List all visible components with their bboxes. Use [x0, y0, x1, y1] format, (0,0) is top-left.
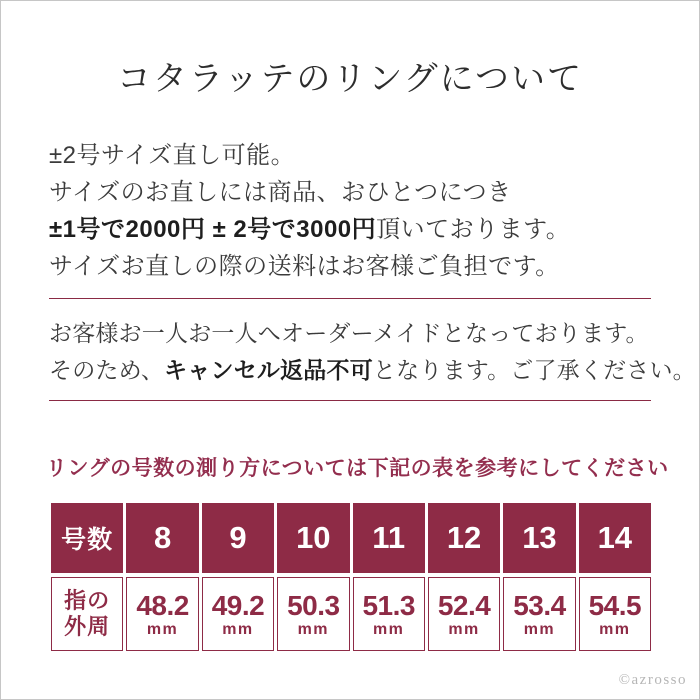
- table-header-cell: 11: [353, 503, 425, 573]
- table-header-label-cell: 号数: [51, 503, 123, 573]
- table-value-cell: 50.3 mm: [277, 577, 349, 651]
- unit-label: mm: [372, 620, 405, 638]
- copyright-watermark: ©azrosso: [618, 672, 687, 688]
- table-value-cell: 49.2 mm: [202, 577, 274, 651]
- order-note-line2: [49, 352, 696, 389]
- row-label-line1: 指の: [64, 588, 111, 613]
- unit-label: mm: [222, 620, 254, 638]
- order-note-line1: お客様お一人お一人へオーダーメイドとなっております。: [49, 320, 649, 346]
- size-note-line4: サイズお直しの際の送料はお客様ご負担です。: [49, 253, 560, 280]
- no-cancel-bold-text: キャンセル返品不可: [164, 357, 373, 383]
- size-table-note: リングの号数の測り方については下記の表を参考にしてください: [46, 457, 669, 480]
- order-made-notes: [49, 315, 696, 389]
- unit-label: mm: [448, 620, 480, 638]
- size-fee-bold-text: ±1号で2000円 ± 2号で3000円: [49, 216, 377, 243]
- size-note-line2: サイズのお直しには商品、おひとつにつき: [49, 179, 512, 206]
- ring-size-table: [51, 503, 651, 651]
- table-header-cell: 10: [277, 503, 349, 573]
- size-note-line3: [49, 211, 669, 248]
- unit-label: mm: [523, 620, 556, 638]
- table-value-cell: 52.4 mm: [428, 577, 500, 651]
- table-header-cell: 13: [503, 503, 575, 573]
- table-header-row: [51, 503, 651, 573]
- page-title: コタラッテのリングについて: [117, 61, 583, 98]
- table-header-cell: 14: [579, 503, 651, 573]
- order-note-post-text: となります。ご了承ください。: [372, 357, 696, 383]
- divider-top: [49, 298, 651, 299]
- unit-label: mm: [146, 620, 179, 638]
- table-row-label-cell: [51, 577, 123, 651]
- table-value-cell: 48.2 mm: [126, 577, 198, 651]
- size-note-line1: ±2号サイズ直し可能。: [49, 142, 296, 169]
- table-value-cell: 53.4 mm: [503, 577, 575, 651]
- size-adjustment-notes: [49, 137, 669, 285]
- table-value-cell: 51.3 mm: [353, 577, 425, 651]
- divider-bottom: [49, 400, 651, 401]
- unit-label: mm: [297, 620, 330, 638]
- unit-label: mm: [599, 620, 631, 638]
- table-value-row: [51, 577, 651, 651]
- order-note-pre-text: そのため、: [49, 357, 165, 383]
- table-header-cell: 9: [202, 503, 274, 573]
- row-label-line2: 外周: [64, 614, 111, 639]
- table-header-cell: 12: [428, 503, 500, 573]
- table-header-cell: 8: [126, 503, 198, 573]
- size-fee-rest-text: 頂いております。: [376, 216, 571, 243]
- table-value-cell: 54.5 mm: [579, 577, 651, 651]
